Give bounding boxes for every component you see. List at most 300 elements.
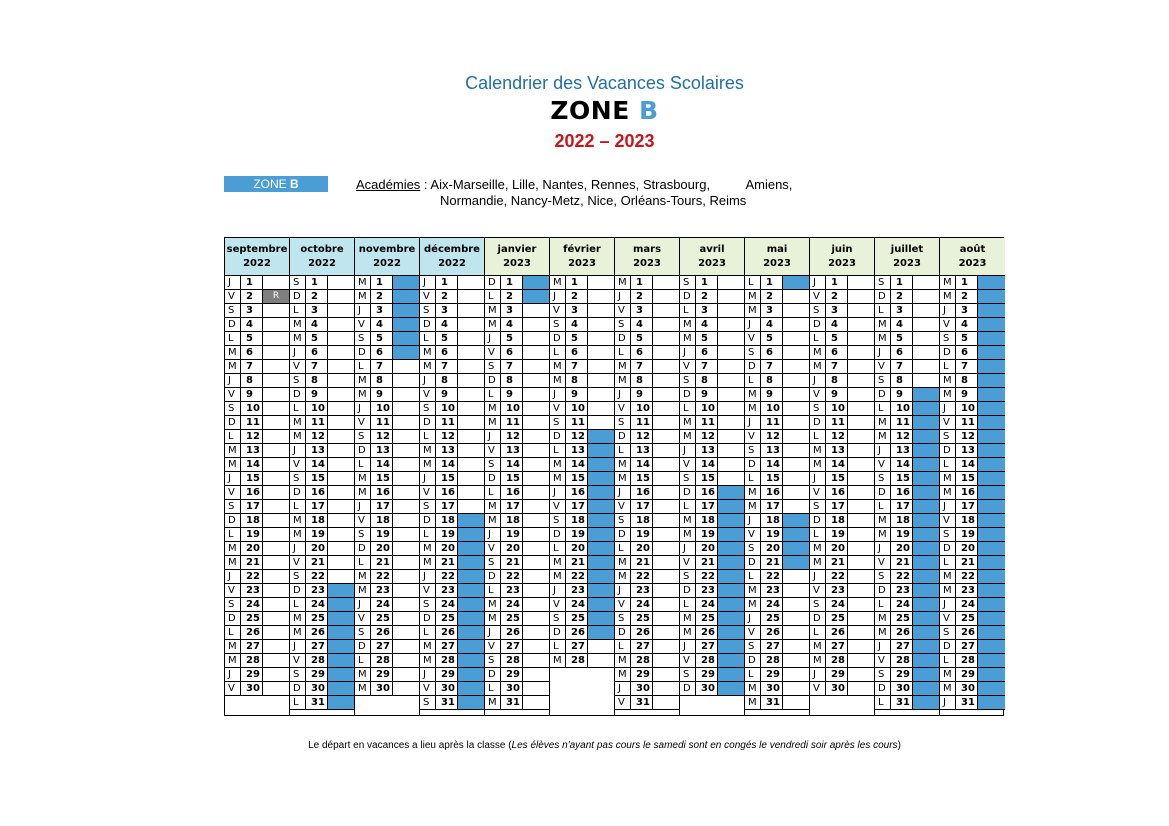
weekday-cell: J [225, 570, 241, 584]
day-number-cell: 1 [501, 276, 523, 290]
weekday-cell: J [550, 388, 566, 402]
vacation-cell [913, 612, 940, 626]
day-number-cell: 30 [306, 682, 328, 696]
zone-letter: B [639, 96, 659, 125]
weekday-cell: M [940, 584, 956, 598]
school-day-cell [588, 332, 615, 346]
vacation-cell [718, 570, 745, 584]
day-number-cell: 25 [566, 612, 588, 626]
vacation-cell [913, 556, 940, 570]
month-header [615, 238, 680, 276]
weekday-cell: V [225, 388, 241, 402]
day-number-cell: 10 [891, 402, 913, 416]
weekday-cell: D [615, 626, 631, 640]
weekday-cell: L [940, 654, 956, 668]
weekday-cell: L [420, 332, 436, 346]
day-number-cell: 25 [826, 612, 848, 626]
day-number-cell: 9 [891, 388, 913, 402]
weekday-cell: M [680, 332, 696, 346]
day-number-cell: 23 [956, 584, 978, 598]
weekday-cell: M [680, 318, 696, 332]
day-number-cell: 30 [826, 682, 848, 696]
weekday-cell: D [615, 430, 631, 444]
school-day-cell [783, 318, 810, 332]
weekday-cell: M [940, 388, 956, 402]
vacation-cell [978, 486, 1005, 500]
day-number-cell: 9 [501, 388, 523, 402]
school-day-cell [523, 472, 550, 486]
school-day-cell [523, 626, 550, 640]
vacation-cell [523, 276, 550, 290]
day-number-cell: 22 [631, 570, 653, 584]
weekday-cell: V [420, 388, 436, 402]
weekday-cell: L [225, 528, 241, 542]
month-column-4 [485, 238, 550, 715]
school-day-cell [523, 682, 550, 696]
school-day-cell [653, 402, 680, 416]
vacation-cell [978, 430, 1005, 444]
day-number-cell: 11 [696, 416, 718, 430]
weekday-cell: M [550, 374, 566, 388]
weekday-cell: V [550, 598, 566, 612]
weekday-cell: L [940, 556, 956, 570]
weekday-cell: M [355, 472, 371, 486]
weekday-cell: J [420, 570, 436, 584]
day-number-cell: 20 [631, 542, 653, 556]
day-number-cell: 18 [891, 514, 913, 528]
weekday-cell: M [745, 402, 761, 416]
day-number-cell: 20 [436, 542, 458, 556]
weekday-cell: D [940, 444, 956, 458]
weekday-cell: D [875, 388, 891, 402]
vacation-cell [718, 528, 745, 542]
day-number-cell: 28 [891, 654, 913, 668]
day-number-cell: 21 [436, 556, 458, 570]
school-day-cell [913, 290, 940, 304]
vacation-cell [913, 696, 940, 710]
weekday-cell: V [680, 458, 696, 472]
school-day-cell [328, 528, 355, 542]
month-year: 2022 [438, 258, 466, 269]
day-number-cell: 29 [241, 668, 263, 682]
school-day-cell [653, 654, 680, 668]
school-day-cell [263, 360, 290, 374]
month-header [680, 238, 745, 276]
day-number-cell: 3 [566, 304, 588, 318]
school-day-cell [653, 570, 680, 584]
school-day-cell [653, 332, 680, 346]
weekday-cell: V [225, 486, 241, 500]
day-number-cell: 6 [306, 346, 328, 360]
day-number-cell: 3 [306, 304, 328, 318]
day-number-cell: 27 [891, 640, 913, 654]
school-day-cell [328, 500, 355, 514]
weekday-cell: M [745, 584, 761, 598]
weekday-cell: D [875, 584, 891, 598]
school-day-cell [263, 598, 290, 612]
month-name: octobre [300, 244, 344, 255]
school-day-cell [523, 374, 550, 388]
day-number-cell: 29 [631, 668, 653, 682]
day-number-cell: 27 [826, 640, 848, 654]
day-number-cell: 10 [761, 402, 783, 416]
weekday-cell: M [615, 570, 631, 584]
weekday-cell: V [940, 514, 956, 528]
weekday-cell: V [420, 682, 436, 696]
weekday-cell: S [485, 654, 501, 668]
weekday-cell: M [225, 458, 241, 472]
school-day-cell [653, 528, 680, 542]
vacation-cell [978, 416, 1005, 430]
vacation-cell [913, 388, 940, 402]
school-day-cell [913, 304, 940, 318]
weekday-cell: S [810, 598, 826, 612]
school-day-cell [328, 290, 355, 304]
school-day-cell [523, 584, 550, 598]
vacation-cell [978, 388, 1005, 402]
school-day-cell [393, 514, 420, 528]
vacation-cell [913, 584, 940, 598]
day-number-cell: 25 [631, 612, 653, 626]
footnote [0, 740, 1169, 751]
day-number-cell: 9 [826, 388, 848, 402]
weekday-cell: M [615, 472, 631, 486]
school-day-cell [848, 402, 875, 416]
vacation-cell [588, 598, 615, 612]
school-day-cell [913, 360, 940, 374]
academies-line-2: Normandie, Nancy-Metz, Nice, Orléans-Tours, Reims [440, 193, 747, 208]
school-day-cell [588, 304, 615, 318]
day-number-cell: 27 [501, 640, 523, 654]
school-day-cell [848, 640, 875, 654]
weekday-cell: J [745, 612, 761, 626]
weekday-cell: M [875, 514, 891, 528]
school-day-cell [913, 346, 940, 360]
weekday-cell: L [875, 598, 891, 612]
day-number-cell: 30 [761, 682, 783, 696]
day-number-cell: 30 [696, 682, 718, 696]
weekday-cell: M [550, 276, 566, 290]
day-number-cell: 6 [696, 346, 718, 360]
weekday-cell: L [615, 346, 631, 360]
weekday-cell: J [355, 500, 371, 514]
weekday-cell: V [290, 458, 306, 472]
vacation-cell [978, 570, 1005, 584]
weekday-cell: J [680, 346, 696, 360]
weekday-cell: L [810, 332, 826, 346]
day-number-cell: 29 [956, 668, 978, 682]
weekday-cell: M [940, 472, 956, 486]
day-number-cell: 2 [761, 290, 783, 304]
day-number-cell: 28 [826, 654, 848, 668]
weekday-cell: M [355, 388, 371, 402]
weekday-cell: S [225, 304, 241, 318]
day-number-cell: 8 [761, 374, 783, 388]
day-number-cell: 15 [826, 472, 848, 486]
vacation-cell [913, 640, 940, 654]
day-number-cell: 4 [436, 318, 458, 332]
weekday-cell: L [485, 486, 501, 500]
school-day-cell [328, 556, 355, 570]
day-number-cell: 21 [501, 556, 523, 570]
vacation-cell [458, 668, 485, 682]
weekday-cell: S [810, 304, 826, 318]
month-name: novembre [358, 244, 416, 255]
school-day-cell [848, 346, 875, 360]
school-day-cell [913, 318, 940, 332]
school-day-cell [263, 318, 290, 332]
vacation-cell [978, 276, 1005, 290]
school-day-cell [393, 682, 420, 696]
school-day-cell [848, 486, 875, 500]
weekday-cell: M [225, 542, 241, 556]
weekday-cell: L [615, 640, 631, 654]
day-number-cell: 25 [241, 612, 263, 626]
weekday-cell: L [940, 360, 956, 374]
weekday-cell: S [940, 332, 956, 346]
day-number-cell: 7 [436, 360, 458, 374]
weekday-cell: M [810, 542, 826, 556]
weekday-cell: S [225, 500, 241, 514]
day-number-cell: 11 [501, 416, 523, 430]
weekday-cell: S [680, 472, 696, 486]
month-column-3 [420, 238, 485, 715]
weekday-cell: J [680, 542, 696, 556]
weekday-cell: D [810, 612, 826, 626]
weekday-cell: S [940, 430, 956, 444]
vacation-cell [913, 444, 940, 458]
weekday-cell: M [745, 598, 761, 612]
vacation-cell [588, 626, 615, 640]
weekday-cell: S [290, 276, 306, 290]
school-day-cell [523, 304, 550, 318]
weekday-cell: M [940, 486, 956, 500]
day-number-cell: 23 [696, 584, 718, 598]
school-day-cell [653, 556, 680, 570]
school-day-cell [263, 570, 290, 584]
school-day-cell [523, 318, 550, 332]
day-number-cell: 24 [631, 598, 653, 612]
school-day-cell [523, 640, 550, 654]
day-number-cell: 24 [826, 598, 848, 612]
vacation-cell [978, 682, 1005, 696]
day-number-cell: 13 [631, 444, 653, 458]
weekday-cell: D [485, 570, 501, 584]
month-column-6 [615, 238, 680, 715]
month-header [940, 238, 1005, 276]
month-year: 2023 [503, 258, 531, 269]
month-header [485, 238, 550, 276]
school-day-cell [523, 570, 550, 584]
day-number-cell: 12 [956, 430, 978, 444]
school-day-cell [523, 346, 550, 360]
school-day-cell [263, 346, 290, 360]
day-number-cell: 1 [956, 276, 978, 290]
month-header [745, 238, 810, 276]
day-number-cell: 20 [501, 542, 523, 556]
day-number-cell: 26 [631, 626, 653, 640]
day-number-cell: 24 [566, 598, 588, 612]
school-day-cell [913, 374, 940, 388]
school-day-cell [263, 682, 290, 696]
weekday-cell: V [680, 654, 696, 668]
weekday-cell: D [420, 612, 436, 626]
vacation-cell [393, 276, 420, 290]
school-day-cell [913, 332, 940, 346]
day-number-cell: 20 [761, 542, 783, 556]
day-number-cell: 16 [826, 486, 848, 500]
vacation-cell [588, 514, 615, 528]
day-number-cell: 4 [696, 318, 718, 332]
academies-line-1 [356, 177, 792, 193]
weekday-cell: L [290, 598, 306, 612]
vacation-cell [328, 696, 355, 710]
weekday-cell: V [875, 556, 891, 570]
weekday-cell: M [225, 360, 241, 374]
school-day-cell [263, 402, 290, 416]
day-number-cell: 31 [761, 696, 783, 710]
school-day-cell [783, 682, 810, 696]
weekday-cell: M [485, 402, 501, 416]
school-day-cell [653, 542, 680, 556]
vacation-cell [718, 598, 745, 612]
vacation-cell [718, 612, 745, 626]
day-number-cell: 16 [956, 486, 978, 500]
day-number-cell: 6 [241, 346, 263, 360]
school-day-cell [263, 332, 290, 346]
day-number-cell: 24 [501, 598, 523, 612]
day-number-cell: 8 [241, 374, 263, 388]
day-number-cell: 17 [761, 500, 783, 514]
weekday-cell: V [680, 360, 696, 374]
day-number-cell: 17 [241, 500, 263, 514]
weekday-cell: M [550, 654, 566, 668]
day-number-cell: 12 [306, 430, 328, 444]
weekday-cell: D [355, 640, 371, 654]
month-header [355, 238, 420, 276]
empty-filler [615, 710, 680, 715]
zone-badge [224, 176, 328, 192]
day-number-cell: 25 [696, 612, 718, 626]
month-header [225, 238, 290, 276]
day-number-cell: 23 [306, 584, 328, 598]
school-day-cell [848, 598, 875, 612]
day-number-cell: 3 [891, 304, 913, 318]
school-day-cell [718, 304, 745, 318]
weekday-cell: D [615, 332, 631, 346]
vacation-cell [718, 486, 745, 500]
school-day-cell [848, 416, 875, 430]
school-day-cell [653, 668, 680, 682]
weekday-cell: M [810, 556, 826, 570]
school-year: 2022 – 2023 [554, 131, 655, 151]
weekday-cell: L [550, 444, 566, 458]
day-number-cell: 23 [501, 584, 523, 598]
weekday-cell: J [485, 332, 501, 346]
day-number-cell: 13 [826, 444, 848, 458]
school-day-cell [523, 444, 550, 458]
day-number-cell: 18 [436, 514, 458, 528]
day-number-cell: 18 [761, 514, 783, 528]
day-number-cell: 28 [436, 654, 458, 668]
day-number-cell: 19 [761, 528, 783, 542]
weekday-cell: D [550, 430, 566, 444]
weekday-cell: J [875, 444, 891, 458]
day-number-cell: 11 [891, 416, 913, 430]
weekday-cell: M [940, 570, 956, 584]
day-number-cell: 9 [761, 388, 783, 402]
school-day-cell [588, 654, 615, 668]
weekday-cell: M [420, 640, 436, 654]
vacation-cell [718, 542, 745, 556]
day-number-cell: 29 [501, 668, 523, 682]
day-number-cell: 22 [761, 570, 783, 584]
school-day-cell [848, 626, 875, 640]
weekday-cell: V [680, 556, 696, 570]
weekday-cell: V [615, 696, 631, 710]
weekday-cell: J [420, 276, 436, 290]
weekday-cell: J [420, 374, 436, 388]
weekday-cell: D [810, 514, 826, 528]
weekday-cell: L [420, 430, 436, 444]
school-day-cell [718, 388, 745, 402]
weekday-cell: M [420, 654, 436, 668]
school-day-cell [783, 360, 810, 374]
school-day-cell [523, 416, 550, 430]
weekday-cell: M [875, 528, 891, 542]
day-number-cell: 15 [436, 472, 458, 486]
weekday-cell: S [680, 276, 696, 290]
day-number-cell: 23 [761, 584, 783, 598]
school-day-cell [458, 416, 485, 430]
day-number-cell: 1 [241, 276, 263, 290]
weekday-cell: M [680, 514, 696, 528]
weekday-cell: J [485, 626, 501, 640]
weekday-cell: J [940, 696, 956, 710]
school-day-cell [653, 430, 680, 444]
weekday-cell: V [420, 584, 436, 598]
day-number-cell: 5 [566, 332, 588, 346]
vacation-cell [588, 528, 615, 542]
weekday-cell: D [485, 668, 501, 682]
weekday-cell: M [680, 416, 696, 430]
school-day-cell [458, 290, 485, 304]
weekday-cell: D [680, 388, 696, 402]
school-day-cell [783, 304, 810, 318]
weekday-cell: M [485, 612, 501, 626]
vacation-cell [523, 290, 550, 304]
day-number-cell: 30 [436, 682, 458, 696]
day-number-cell: 4 [371, 318, 393, 332]
school-day-cell [263, 626, 290, 640]
school-day-cell [653, 500, 680, 514]
vacation-cell [978, 528, 1005, 542]
weekday-cell: M [550, 472, 566, 486]
weekday-cell: M [485, 696, 501, 710]
day-number-cell: 24 [891, 598, 913, 612]
weekday-cell: L [875, 696, 891, 710]
day-number-cell: 22 [826, 570, 848, 584]
weekday-cell: S [550, 318, 566, 332]
weekday-cell: L [485, 682, 501, 696]
school-day-cell [653, 458, 680, 472]
weekday-cell: J [810, 374, 826, 388]
day-number-cell: 4 [891, 318, 913, 332]
vacation-cell [458, 640, 485, 654]
weekday-cell: V [745, 430, 761, 444]
month-column-7 [680, 238, 745, 715]
school-day-cell [458, 486, 485, 500]
